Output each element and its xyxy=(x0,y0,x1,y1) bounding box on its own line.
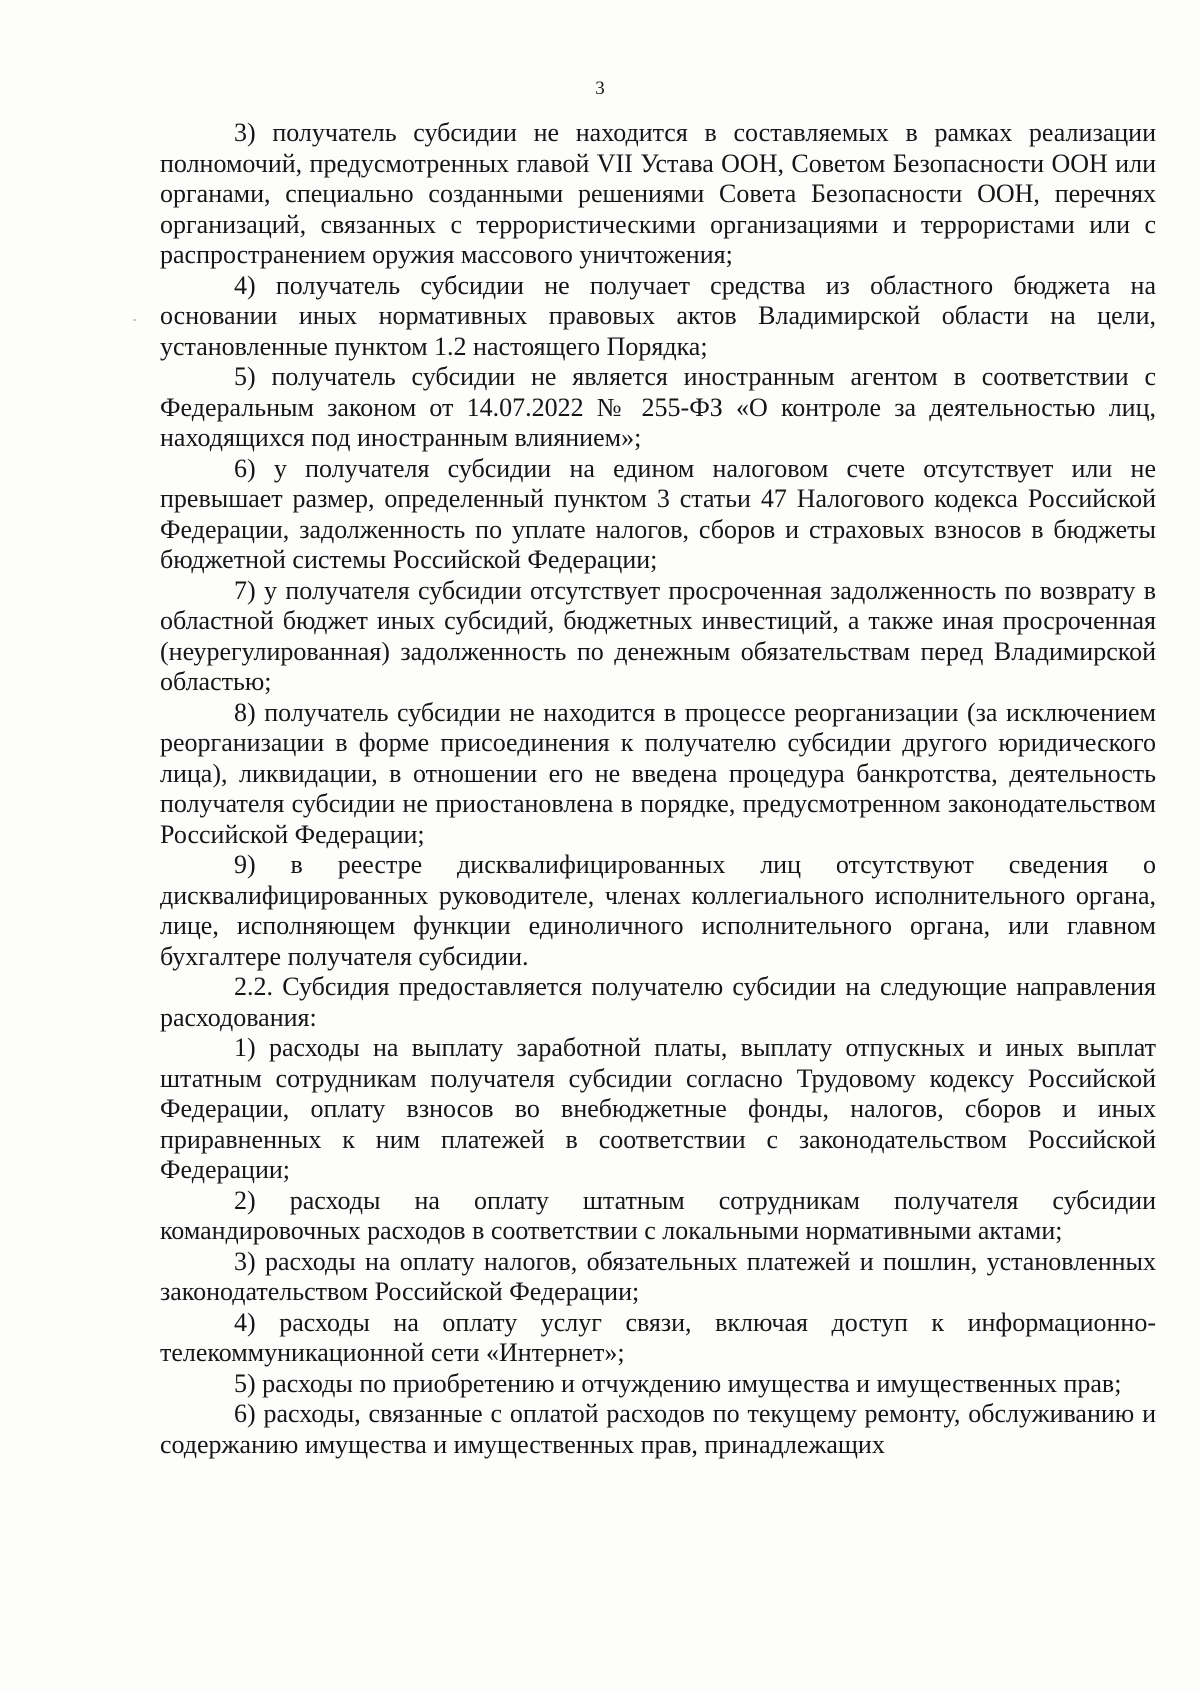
paragraph-1-item-3: 3) получатель субсидии не находится в составляемых в рамках реализации полномочий, предусмотренных главой VII Устава ООН, Советом Безопасности ООН или органами, специально созданными решениями Совета Безопасности ООН, перечнях организаций, связанных с террористическими организациями и террористами или с распространением оружия массового уничтожения; xyxy=(160,118,1156,269)
section-2-2-heading-paragraph: 2.2. Субсидия предоставляется получателю субсидии на следующие направления расходования: xyxy=(160,972,1156,1032)
paragraph-2-item-3: 3) расходы на оплату налогов, обязательных платежей и пошлин, установленных законодательством Российской Федерации; xyxy=(160,1246,1156,1306)
scan-speck xyxy=(133,319,136,321)
paragraph-2-item-5: 5) расходы по приобретению и отчуждению имущества и имущественных прав; xyxy=(234,1368,1122,1398)
paragraph-1-item-8: 8) получатель субсидии не находится в процессе реорганизации (за исключением реорганизации в форме присоединения к получателю субсидии другого юридического лица), ликвидации, в отношении его не введена процедура банкротства, деятельность получателя субсидии не приостановлена в порядке, предусмотренном законодательством Российской Федерации; xyxy=(160,697,1156,849)
paragraph-2-item-4: 4) расходы на оплату услуг связи, включая доступ к информационно-телекоммуникационной сети «Интернет»; xyxy=(160,1307,1156,1367)
paragraph-1-item-4: 4) получатель субсидии не получает средства из областного бюджета на основании иных нормативных правовых актов Владимирской области на цели, установленные пунктом 1.2 настоящего Порядка; xyxy=(160,270,1156,361)
paragraph-1-item-6: 6) у получателя субсидии на едином налоговом счете отсутствует или не превышает размер, определенный пунктом 3 статьи 47 Налогового кодекса Российской Федерации, задолженность по уплате налогов, сборов и страховых взносов в бюджеты бюджетной системы Российской Федерации; xyxy=(160,453,1156,574)
paragraph-2-item-1: 1) расходы на выплату заработной платы, выплату отпускных и иных выплат штатным сотрудникам получателя субсидии согласно Трудовому кодексу Российской Федерации, оплату взносов во внебюджетные фонды, налогов, сборов и иных приравненных к ним платежей в соответствии с законодательством Российской Федерации; xyxy=(160,1033,1156,1184)
paragraph-1-item-9: 9) в реестре дисквалифицированных лиц отсутствуют сведения о дисквалифицированных руководителе, членах коллегиального исполнительного органа, лице, исполняющем функции единоличного исполнительного органа, или главном бухгалтере получателя субсидии. xyxy=(160,850,1156,971)
document-body xyxy=(160,118,1156,1460)
paragraph-2-item-2: 2) расходы на оплату штатным сотрудникам получателя субсидии командировочных расходов в соответствии с локальными нормативными актами; xyxy=(160,1185,1156,1245)
page-number: 3 xyxy=(595,78,605,99)
paragraph-1-item-7: 7) у получателя субсидии отсутствует просроченная задолженность по возврату в областной бюджет иных субсидий, бюджетных инвестиций, а также иная просроченная (неурегулированная) задолженность по денежным обязательствам перед Владимирской областью; xyxy=(160,575,1156,696)
paragraph-2-item-6: 6) расходы, связанные с оплатой расходов по текущему ремонту, обслуживанию и содержанию имущества и имущественных прав, принадлежащих xyxy=(160,1399,1156,1459)
paragraph-1-item-5: 5) получатель субсидии не является иностранным агентом в соответствии с Федеральным законом от 14.07.2022 № 255-ФЗ «О контроле за деятельностью лиц, находящихся под иностранным влиянием»; xyxy=(160,362,1156,452)
